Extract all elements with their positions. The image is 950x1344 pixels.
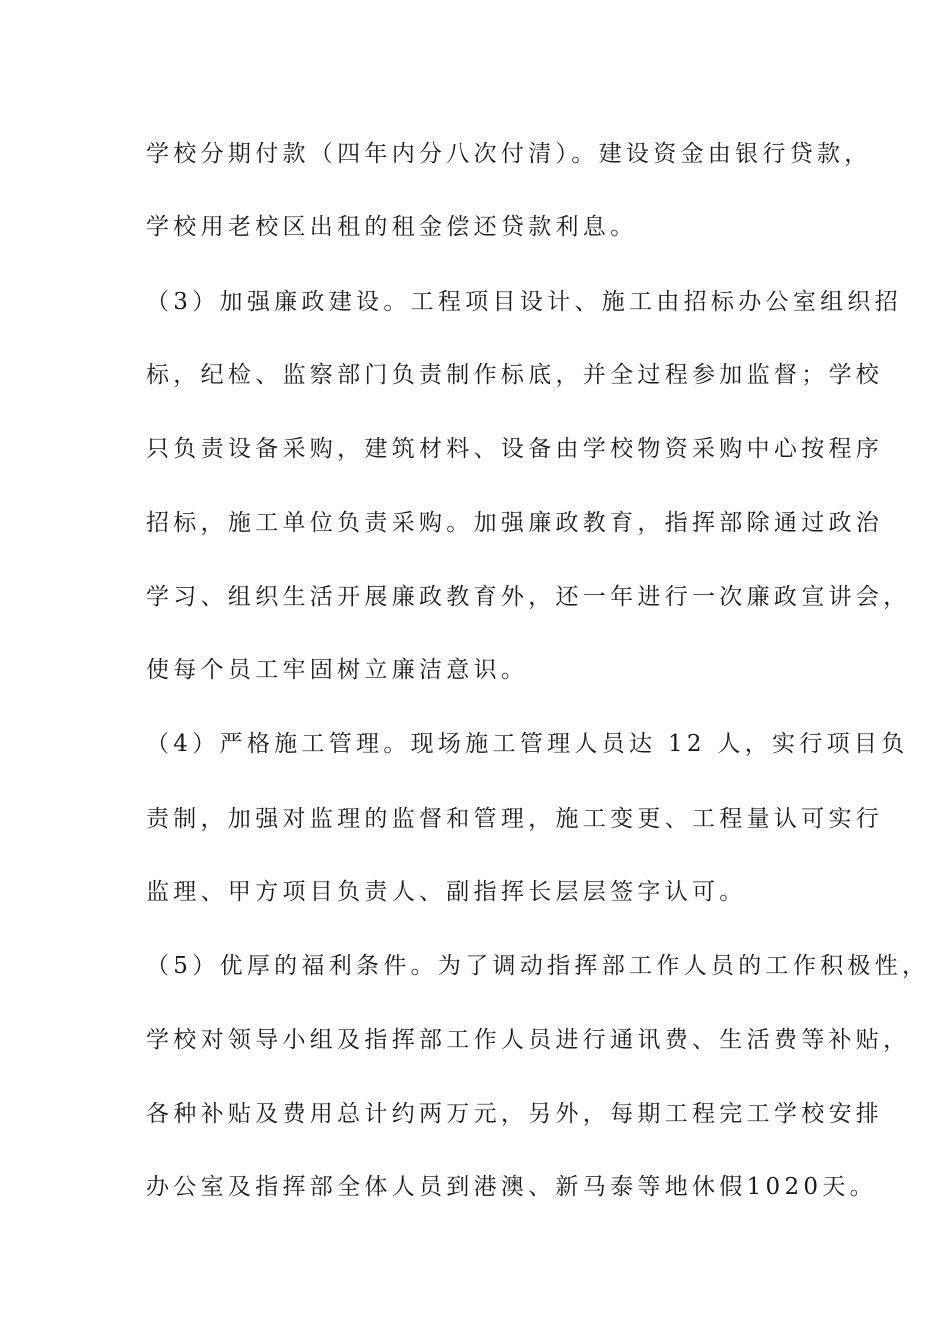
text-line: 各种补贴及费用总计约两万元，另外，每期工程完工学校安排 <box>146 1101 884 1127</box>
text-line: 责制，加强对监理的监督和管理，施工变更、工程量认可实行 <box>146 806 884 832</box>
text-line: 学校分期付款（四年内分八次付清）。建设资金由银行贷款， <box>146 141 872 167</box>
text-line: 学习、组织生活开展廉政教育外，还一年进行一次廉政宣讲会， <box>146 584 911 610</box>
text-line: （5）优厚的福利条件。为了调动指挥部工作人员的工作积极性， <box>146 953 930 979</box>
text-line: 学校对领导小组及指挥部工作人员进行通讯费、生活费等补贴， <box>146 1027 911 1053</box>
text-line: 监理、甲方项目负责人、副指挥长层层签字认可。 <box>146 879 747 905</box>
text-line: （3）加强廉政建设。工程项目设计、施工由招标办公室组织招 <box>146 289 903 315</box>
text-line: 招标，施工单位负责采购。加强廉政教育，指挥部除通过政治 <box>146 510 884 536</box>
text-line: 使每个员工牢固树立廉洁意识。 <box>146 657 529 683</box>
text-line: （4）严格施工管理。现场施工管理人员达 12 人，实行项目负 <box>146 731 909 757</box>
text-line: 标，纪检、监察部门负责制作标底，并全过程参加监督；学校 <box>146 362 884 388</box>
text-line: 学校用老校区出租的租金偿还贷款利息。 <box>146 214 638 240</box>
text-line: 只负责设备采购，建筑材料、设备由学校物资采购中心按程序 <box>146 436 884 462</box>
text-line: 办公室及指挥部全体人员到港澳、新马泰等地休假1020天。 <box>146 1174 877 1200</box>
